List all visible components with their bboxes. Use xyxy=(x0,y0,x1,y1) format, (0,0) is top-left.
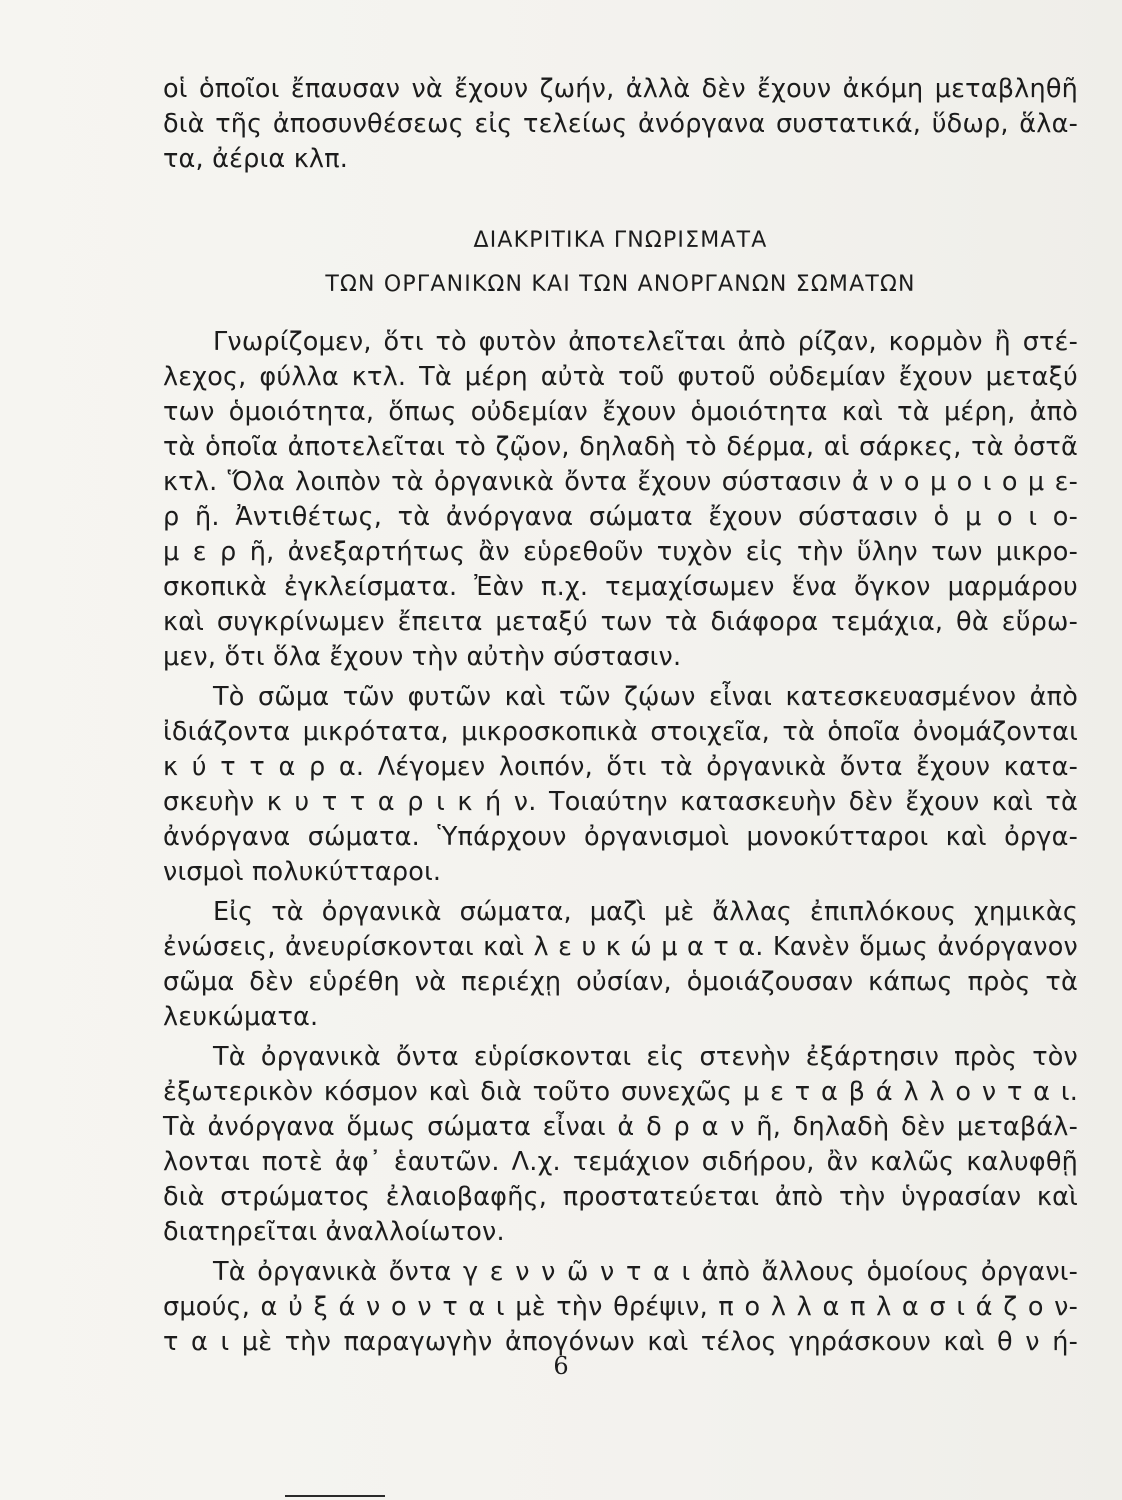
paragraph xyxy=(163,1255,1078,1360)
paragraph-line: σῶμα δὲν εὑρέθη νὰ περιέχῃ οὐσίαν, ὁμοιάζουσαν κάπως πρὸς τὰ xyxy=(163,967,1078,997)
paragraph-line: σκοπικὰ ἐγκλείσματα. Ἐὰν π.χ. τεμαχίσωμεν ἕνα ὄγκον μαρμάρου xyxy=(163,572,1078,602)
paragraph-line: μ ε ρ ῆ, ἀνεξαρτήτως ἂν εὑρεθοῦν τυχὸν εἰς τὴν ὕλην των μικρο- xyxy=(163,537,1078,567)
body-text xyxy=(163,325,1078,1360)
paragraph-line: μεν, ὅτι ὅλα ἔχουν τὴν αὐτὴν σύστασιν. xyxy=(163,642,682,672)
paragraph-line: ἀνόργανα σώματα. Ὑπάρχουν ὀργανισμοὶ μονοκύτταροι καὶ ὀργα- xyxy=(163,822,1078,852)
intro-line: τα, ἀέρια κλπ. xyxy=(163,144,349,174)
paragraph-line: λεχος, φύλλα κτλ. Τὰ μέρη αὐτὰ τοῦ φυτοῦ οὐδεμίαν ἔχουν μεταξύ xyxy=(163,362,1078,392)
paragraph-line: ἐξωτερικὸν κόσμον καὶ διὰ τοῦτο συνεχῶς μ ε τ α β ά λ λ ο ν τ α ι. xyxy=(163,1077,1078,1107)
paragraph-line: Τὰ ὀργανικὰ ὄντα γ ε ν ν ῶ ν τ α ι ἀπὸ ἄλλους ὁμοίους ὀργανι- xyxy=(213,1257,1078,1287)
paragraph xyxy=(163,680,1078,890)
intro-text xyxy=(163,72,1078,177)
paragraph-line: νισμοὶ πολυκύτταροι. xyxy=(163,857,442,887)
paragraph-line: κ ύ τ τ α ρ α. Λέγομεν λοιπόν, ὅτι τὰ ὀργανικὰ ὄντα ἔχουν κατα- xyxy=(163,752,1078,782)
paragraph-line: ρ ῆ. Ἀντιθέτως, τὰ ἀνόργανα σώματα ἔχουν σύστασιν ὁ μ ο ι ο- xyxy=(163,502,1078,532)
intro-line: οἱ ὁποῖοι ἔπαυσαν νὰ ἔχουν ζωήν, ἀλλὰ δὲν ἔχουν ἀκόμη μεταβληθῆ xyxy=(163,74,1078,104)
paragraph xyxy=(163,325,1078,675)
paragraph-line: Γνωρίζομεν, ὅτι τὸ φυτὸν ἀποτελεῖται ἀπὸ ρίζαν, κορμὸν ἢ στέ- xyxy=(213,327,1078,357)
paragraph-line: λευκώματα. xyxy=(163,1002,319,1032)
paragraph xyxy=(163,895,1078,1035)
bottom-rule xyxy=(285,1495,385,1497)
page-number: 6 xyxy=(553,1352,569,1380)
paragraph-line: Τὸ σῶμα τῶν φυτῶν καὶ τῶν ζῴων εἶναι κατεσκευασμένον ἀπὸ xyxy=(213,682,1078,712)
section-heading-line-1: ΔΙΑΚΡΙΤΙΚΑ ΓΝΩΡΙΣΜΑΤΑ xyxy=(473,228,768,253)
paragraph-line: Εἰς τὰ ὀργανικὰ σώματα, μαζὶ μὲ ἄλλας ἐπιπλόκους χημικὰς xyxy=(213,897,1078,927)
paragraph-line: σμούς, α ὐ ξ ά ν ο ν τ α ι μὲ τὴν θρέψιν, π ο λ λ α π λ α σ ι ά ζ ο ν- xyxy=(163,1292,1078,1322)
section-heading-line-2: ΤΩΝ ΟΡΓΑΝΙΚΩΝ ΚΑΙ ΤΩΝ ΑΝΟΡΓΑΝΩΝ ΣΩΜΑΤΩΝ xyxy=(325,272,916,297)
paragraph-line: λονται ποτὲ ἀφ᾿ ἑαυτῶν. Λ.χ. τεμάχιον σιδήρου, ἂν καλῶς καλυφθῇ xyxy=(163,1147,1078,1177)
paragraph-line: Τὰ ἀνόργανα ὅμως σώματα εἶναι ἀ δ ρ α ν ῆ, δηλαδὴ δὲν μεταβάλ- xyxy=(163,1112,1078,1142)
paragraph-line: Τὰ ὀργανικὰ ὄντα εὑρίσκονται εἰς στενὴν ἐξάρτησιν πρὸς τὸν xyxy=(213,1042,1078,1072)
paragraph-line: καὶ συγκρίνωμεν ἔπειτα μεταξύ των τὰ διάφορα τεμάχια, θὰ εὕρω- xyxy=(163,607,1078,637)
paragraph-line: σκευὴν κ υ τ τ α ρ ι κ ή ν. Τοιαύτην κατασκευὴν δὲν ἔχουν καὶ τὰ xyxy=(163,787,1078,817)
paragraph-line: τὰ ὁποῖα ἀποτελεῖται τὸ ζῷον, δηλαδὴ τὸ δέρμα, αἱ σάρκες, τὰ ὀστᾶ xyxy=(163,432,1078,462)
paragraph-line: διατηρεῖται ἀναλλοίωτον. xyxy=(163,1217,505,1247)
paragraph-line: των ὁμοιότητα, ὅπως οὐδεμίαν ἔχουν ὁμοιότητα καὶ τὰ μέρη, ἀπὸ xyxy=(163,397,1078,427)
intro-line: διὰ τῆς ἀποσυνθέσεως εἰς τελείως ἀνόργανα συστατικά, ὕδωρ, ἅλα- xyxy=(163,109,1078,139)
paragraph-line: ἰδιάζοντα μικρότατα, μικροσκοπικὰ στοιχεῖα, τὰ ὁποῖα ὀνομάζονται xyxy=(163,717,1078,747)
paragraph-line: κτλ. Ὅλα λοιπὸν τὰ ὀργανικὰ ὄντα ἔχουν σύστασιν ἀ ν ο μ ο ι ο μ ε- xyxy=(163,467,1078,497)
paragraph-line: τ α ι μὲ τὴν παραγωγὴν ἀπογόνων καὶ τέλος γηράσκουν καὶ θ ν ή- xyxy=(163,1327,1078,1357)
paragraph-line: ἐνώσεις, ἀνευρίσκονται καὶ λ ε υ κ ώ μ α τ α. Κανὲν ὅμως ἀνόργανον xyxy=(163,932,1078,962)
paragraph-line: διὰ στρώματος ἐλαιοβαφῆς, προστατεύεται ἀπὸ τὴν ὑγρασίαν καὶ xyxy=(163,1182,1078,1212)
paragraph xyxy=(163,1040,1078,1250)
